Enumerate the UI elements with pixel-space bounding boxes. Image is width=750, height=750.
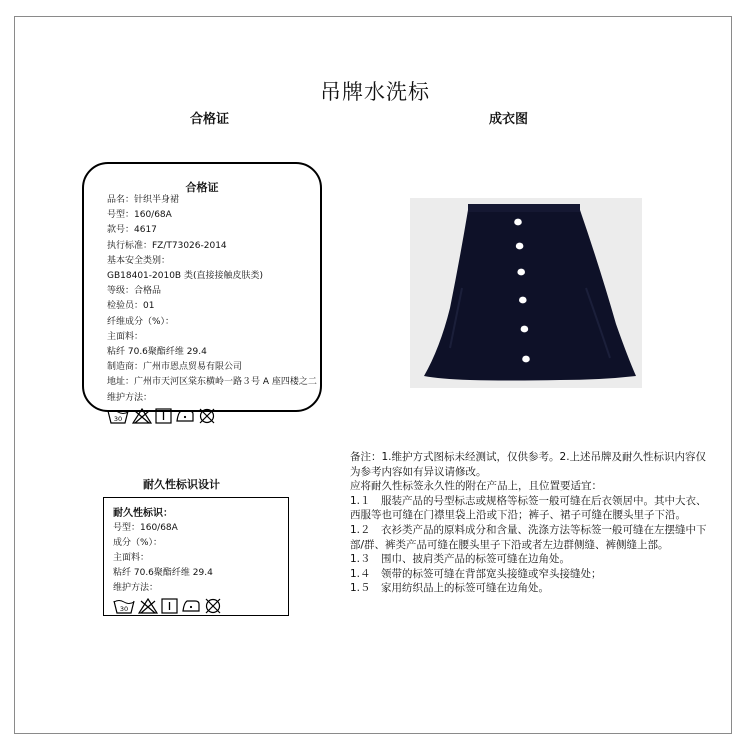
care-label: 维护方法： bbox=[107, 392, 153, 403]
note-line: 应将耐久性标签永久性的附在产品上，且位置要适宜： bbox=[350, 480, 602, 493]
wash-temp: 30 bbox=[113, 414, 123, 423]
page-title: 吊牌水洗标 bbox=[320, 80, 430, 104]
inspector: 检验员：01 bbox=[107, 301, 155, 312]
standard: 执行标准：FZ/T73026-2014 bbox=[107, 240, 227, 251]
note-line: 1.３ 围巾、披肩类产品的标签可缝在边角处。 bbox=[350, 553, 571, 566]
note-line: 1.４ 领带的标签可缝在背部宽头接缝或窄头接缝处； bbox=[350, 567, 602, 580]
safety-label: 基本安全类别： bbox=[107, 255, 171, 266]
garment-photo bbox=[410, 198, 642, 388]
durable-care-label: 维护方法： bbox=[113, 583, 159, 593]
durable-title: 耐久性标识： bbox=[113, 508, 173, 519]
durable-fiber-label: 成分（%）： bbox=[113, 538, 163, 548]
durable-label-box bbox=[103, 497, 289, 616]
card-title: 合格证 bbox=[185, 181, 219, 194]
notes-block bbox=[350, 450, 712, 596]
fiber-label: 纤维成分（%）： bbox=[107, 316, 175, 327]
durable-main-label: 主面料： bbox=[113, 553, 150, 563]
main-fabric-label: 主面料： bbox=[107, 331, 144, 342]
product-name: 品名：针织半身裙 bbox=[107, 195, 180, 205]
no-bleach-icon bbox=[138, 598, 158, 614]
fiber-composition bbox=[107, 345, 319, 360]
fiber-polyester: 聚酯纤维 29.4 bbox=[147, 347, 207, 358]
note-line: 1.５ 家用纺织品上的标签可缝在边角处。 bbox=[350, 582, 550, 595]
note-line: 1.１ 服装产品的号型标志或规格等标签一般可缝在后衣领居中。其中大衣、西服等也可缝在门襟里袋上沿或下沿；裤子、裙子可缝在腰头里子下沿。 bbox=[350, 494, 707, 522]
durable-wash-temp: 30 bbox=[119, 605, 129, 613]
skirt-image bbox=[410, 198, 642, 388]
durable-care-icons bbox=[113, 598, 288, 614]
skirt-button bbox=[514, 219, 522, 226]
manufacturer: 制造商：广州市恩点贸易有限公司 bbox=[107, 362, 243, 373]
cert-heading: 合格证 bbox=[190, 112, 230, 127]
durable-size: 号型：160/68A bbox=[113, 523, 178, 533]
no-dryclean-icon bbox=[198, 408, 216, 424]
care-icons bbox=[107, 408, 319, 424]
safety-category: GB18401-2010B 类(直接接触皮肤类) bbox=[107, 271, 263, 282]
iron-icon bbox=[181, 598, 201, 614]
durable-composition bbox=[113, 566, 288, 581]
skirt-button bbox=[522, 356, 530, 363]
address: 地址：广州市天河区棠东横岭一路３号 A 座四楼之二 bbox=[107, 377, 317, 388]
skirt-button bbox=[516, 243, 524, 250]
skirt-button bbox=[517, 269, 525, 276]
skirt-button bbox=[521, 326, 529, 333]
fiber-viscose: 粘纤 70.6 bbox=[107, 347, 148, 358]
skirt-button bbox=[519, 297, 527, 304]
durable-fiber-viscose: 粘纤 70.6 bbox=[113, 568, 154, 578]
durable-fiber-polyester: 聚酯纤维 29.4 bbox=[153, 568, 213, 578]
style-number: 款号：4617 bbox=[107, 225, 157, 236]
tumble-dry-icon bbox=[155, 408, 172, 424]
grade: 等级：合格品 bbox=[107, 286, 162, 297]
product-size: 号型：160/68A bbox=[107, 210, 172, 221]
note-line: 1.２ 衣衫类产品的原料成分和含量、洗涤方法等标签一般可缝在左摆缝中下部/群、裤类产品可缝在腰头里子下沿或者左边群侧缝、裤侧缝上部。 bbox=[350, 523, 707, 551]
wash-30-icon bbox=[113, 598, 135, 614]
certificate-card bbox=[82, 162, 322, 423]
photo-heading: 成衣图 bbox=[489, 112, 529, 127]
no-bleach-icon bbox=[132, 408, 152, 424]
no-dryclean-icon bbox=[204, 598, 222, 614]
durable-heading: 耐久性标识设计 bbox=[143, 478, 220, 491]
note-line: 备注：1.维护方式图标未经测试，仅供参考。2.上述吊牌及耐久性标识内容仅为参考内容如有异议请修改。 bbox=[350, 451, 707, 478]
iron-icon bbox=[175, 408, 195, 424]
tumble-dry-icon bbox=[161, 598, 178, 614]
wash-30-icon bbox=[107, 408, 129, 424]
